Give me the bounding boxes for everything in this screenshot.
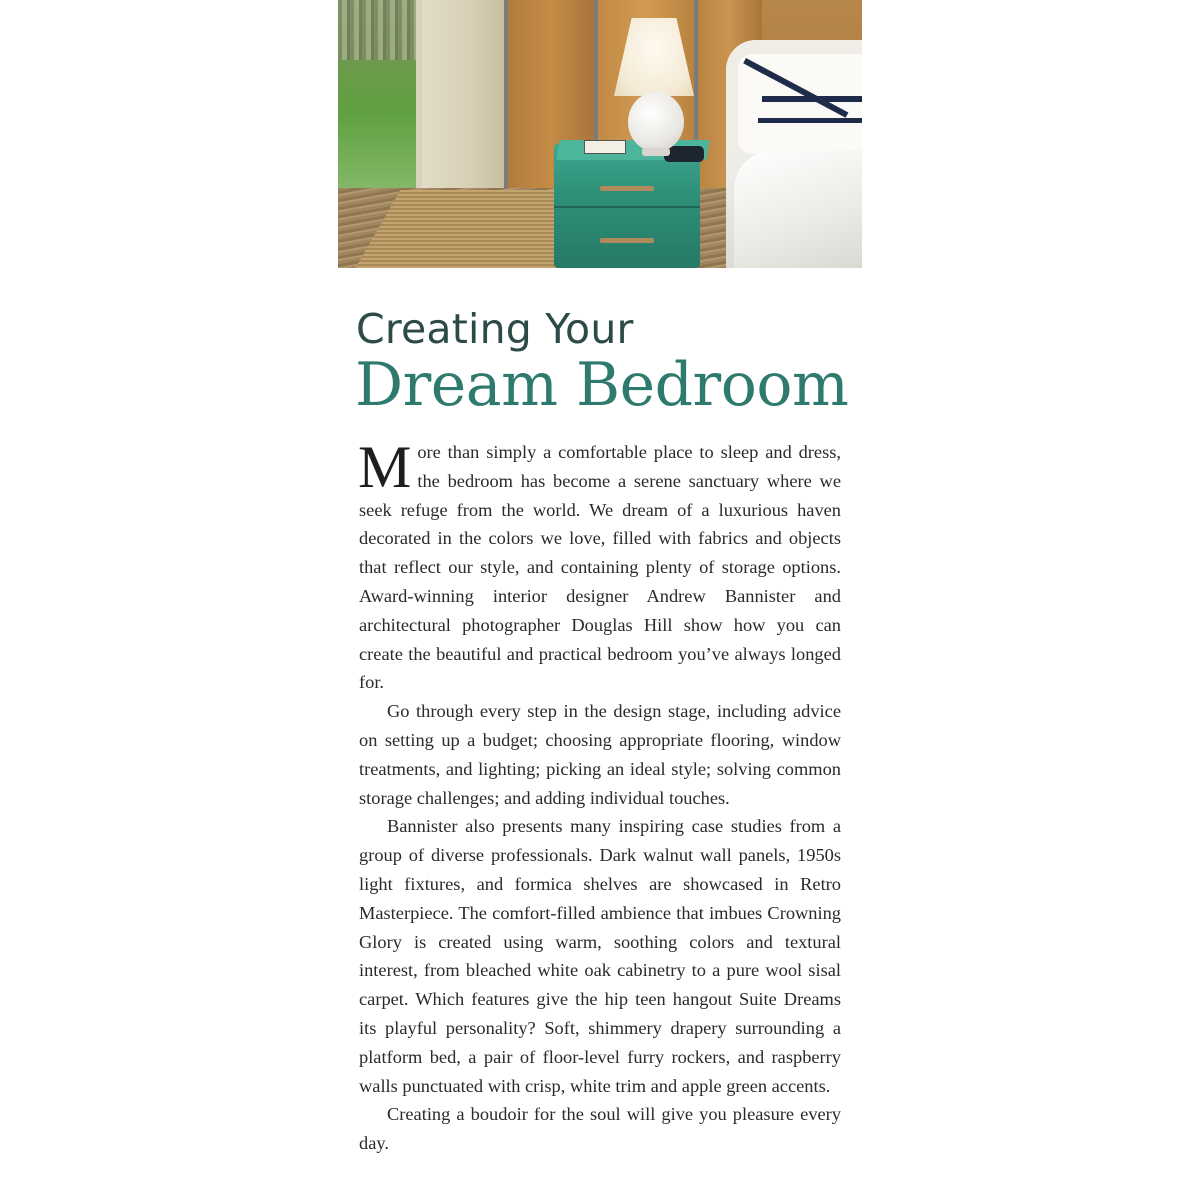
drawer-pull (600, 238, 654, 243)
paragraph-2: Go through every step in the design stage, including advice on setting up a budget; choosing appropriate flooring, window treatments, and lighting; picking an ideal style; solving common storage challenges; and adding individual touches. (359, 701, 841, 808)
pillow-trim (758, 118, 862, 123)
book (584, 140, 626, 154)
paragraph-4: Creating a boudoir for the soul will give you pleasure every day. (359, 1104, 841, 1154)
drop-cap: M (358, 434, 412, 500)
bedroom-photo (338, 0, 862, 268)
pillow-trim (762, 96, 862, 102)
paragraph-3: Bannister also presents many inspiring case studies from a group of diverse professionals. Dark walnut wall panels, 1950s light fixtures, and formica shelves are showcased in Retro Masterpiece. The comfort-filled ambience that imbues Crowning Glory is created using warm, soothing colors and textural interest, from bleached white oak cabinetry to a pure wool sisal carpet. Which features give the hip teen hangout Suite Dreams its playful personality? Soft, shimmery drapery surrounding a platform bed, a pair of floor-level furry rockers, and raspberry walls punctuated with crisp, white trim and apple green accents. (359, 816, 841, 1096)
title-line-1: Creating Your (356, 305, 634, 353)
drawer-pull (600, 186, 654, 191)
paragraph-1-text: ore than simply a comfortable place to sleep and dress, the bedroom has become a serene sanctuary where we seek refuge from the world. We dream of a luxurious haven decorated in the colors we love, filled with fabrics and objects that reflect our style, and containing plenty of storage options. Award-winning interior designer Andrew Bannister and architectural photographer Douglas Hill show how you can create the beautiful and practical bedroom you’ve always longed for. (359, 442, 841, 693)
body-text (358, 434, 841, 1158)
telephone (664, 146, 704, 162)
window-trees (338, 0, 416, 60)
curtain-panel (422, 0, 506, 200)
drawer-divider (554, 206, 700, 208)
title-line-2: Dream Bedroom (355, 350, 849, 420)
lamp-foot (642, 148, 670, 156)
bed-sheet (734, 150, 862, 268)
paragraph-1 (358, 434, 841, 697)
lamp-base (628, 92, 684, 152)
